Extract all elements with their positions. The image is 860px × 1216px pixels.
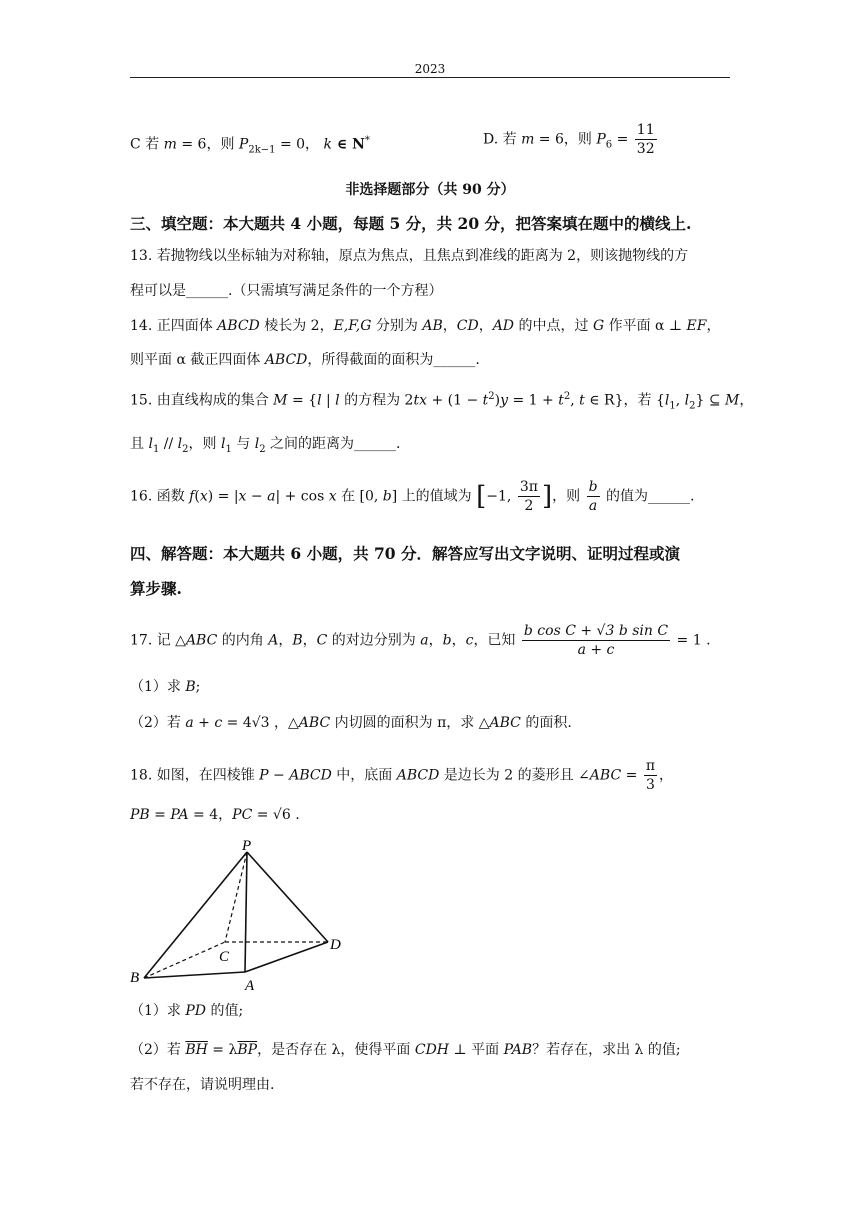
q14-line1: 14. 正四面体 ABCD 棱长为 2，E,F,G 分别为 AB，CD，AD 的中点，过 G 作平面 α ⊥ EF， [130, 318, 721, 334]
label-A: A [245, 978, 255, 994]
edge-PA [245, 852, 247, 972]
q15-line2: 且 $l_1 // l_2$，则 $l_1$ 与 $l_2$ 之间的距离为______. [130, 436, 401, 455]
section-3-title: 三、填空题：本大题共 4 小题，每题 5 分，共 20 分，把答案填在题中的横线上. [130, 214, 692, 233]
header-divider [130, 77, 730, 78]
section-4-title-line1: 四、解答题：本大题共 6 小题，共 70 分．解答应写出文字说明、证明过程或演 [130, 544, 680, 563]
q16: 16. 函数 f(x) = |x − a| + cos x 在 [0, b] 上的值域为 [−1, $\frac{3\pi}{2}$ ]，则 $\frac{b}{a}$ 的值为______. [130, 479, 695, 514]
section-4-title-line2: 算步骤. [130, 579, 182, 598]
page-header-year: 2023 [414, 62, 446, 76]
label-D: D [330, 937, 341, 953]
q18-part1: （1）求 PD 的值; [130, 1003, 244, 1019]
label-B: B [130, 970, 140, 986]
label-P: P [242, 838, 252, 854]
q17-part1: （1）求 B; [130, 679, 201, 695]
q17-stem: 17. 记 △ABC 的内角 A，B，C 的对边分别为 a，b，c，已知 $\frac{\text{b cos C + √3 b sin C}}{a + c}$ = 1 . [130, 623, 711, 658]
q13-line2: 程可以是______.（只需填写满足条件的一个方程） [130, 283, 443, 299]
edge-BC [144, 942, 225, 978]
part-title: 非选择题部分（共 90 分） [345, 182, 515, 198]
edge-PD [247, 852, 328, 942]
pyramid-figure [128, 836, 358, 996]
q14-line2: 则平面 α 截正四面体 ABCD，所得截面的面积为______. [130, 352, 480, 368]
q18-part2-cont: 若不存在，请说明理由. [130, 1077, 275, 1093]
label-C: C [219, 949, 230, 965]
q18-given: PB = PA = 4，PC = √6 . [130, 807, 300, 823]
q18-stem: 18. 如图，在四棱锥 P − ABCD 中，底面 ABCD 是边长为 2 的菱形且 ∠ABC = $\frac{\pi}{3}$ ， [130, 758, 674, 793]
q18-part2: （2）若 $\overline{BH} = \lambda\overline{BP}$，是否存在 λ，使得平面 CDH ⊥ 平面 PAB？若存在，求出 λ 的值; [130, 1042, 681, 1058]
q13-line1: 13. 若抛物线以坐标轴为对称轴，原点为焦点，且焦点到准线的距离为 2，则该抛物线的方 [130, 248, 689, 264]
q17-part2: （2）若 a + c = 4√3 ，△ABC 内切圆的面积为 π，求 △ABC 的面积. [130, 715, 572, 731]
edge-BA [144, 972, 245, 978]
q15-line1: 15. 由直线构成的集合 M = {l | l 的方程为 $2tx + (1 - t^2)y = 1 + t^2$, t ∈ R}，若 {$l_1$, $l_2$} ⊆ M， [130, 391, 754, 412]
edge-AD [245, 942, 328, 972]
option-c: C 若 m = 6，则 $P_{2k-1} = 0$， k ∈ N* [130, 135, 370, 156]
option-d: D. 若 m = 6，则 $P_6$ = $\frac{11}{32}$ [483, 122, 655, 157]
